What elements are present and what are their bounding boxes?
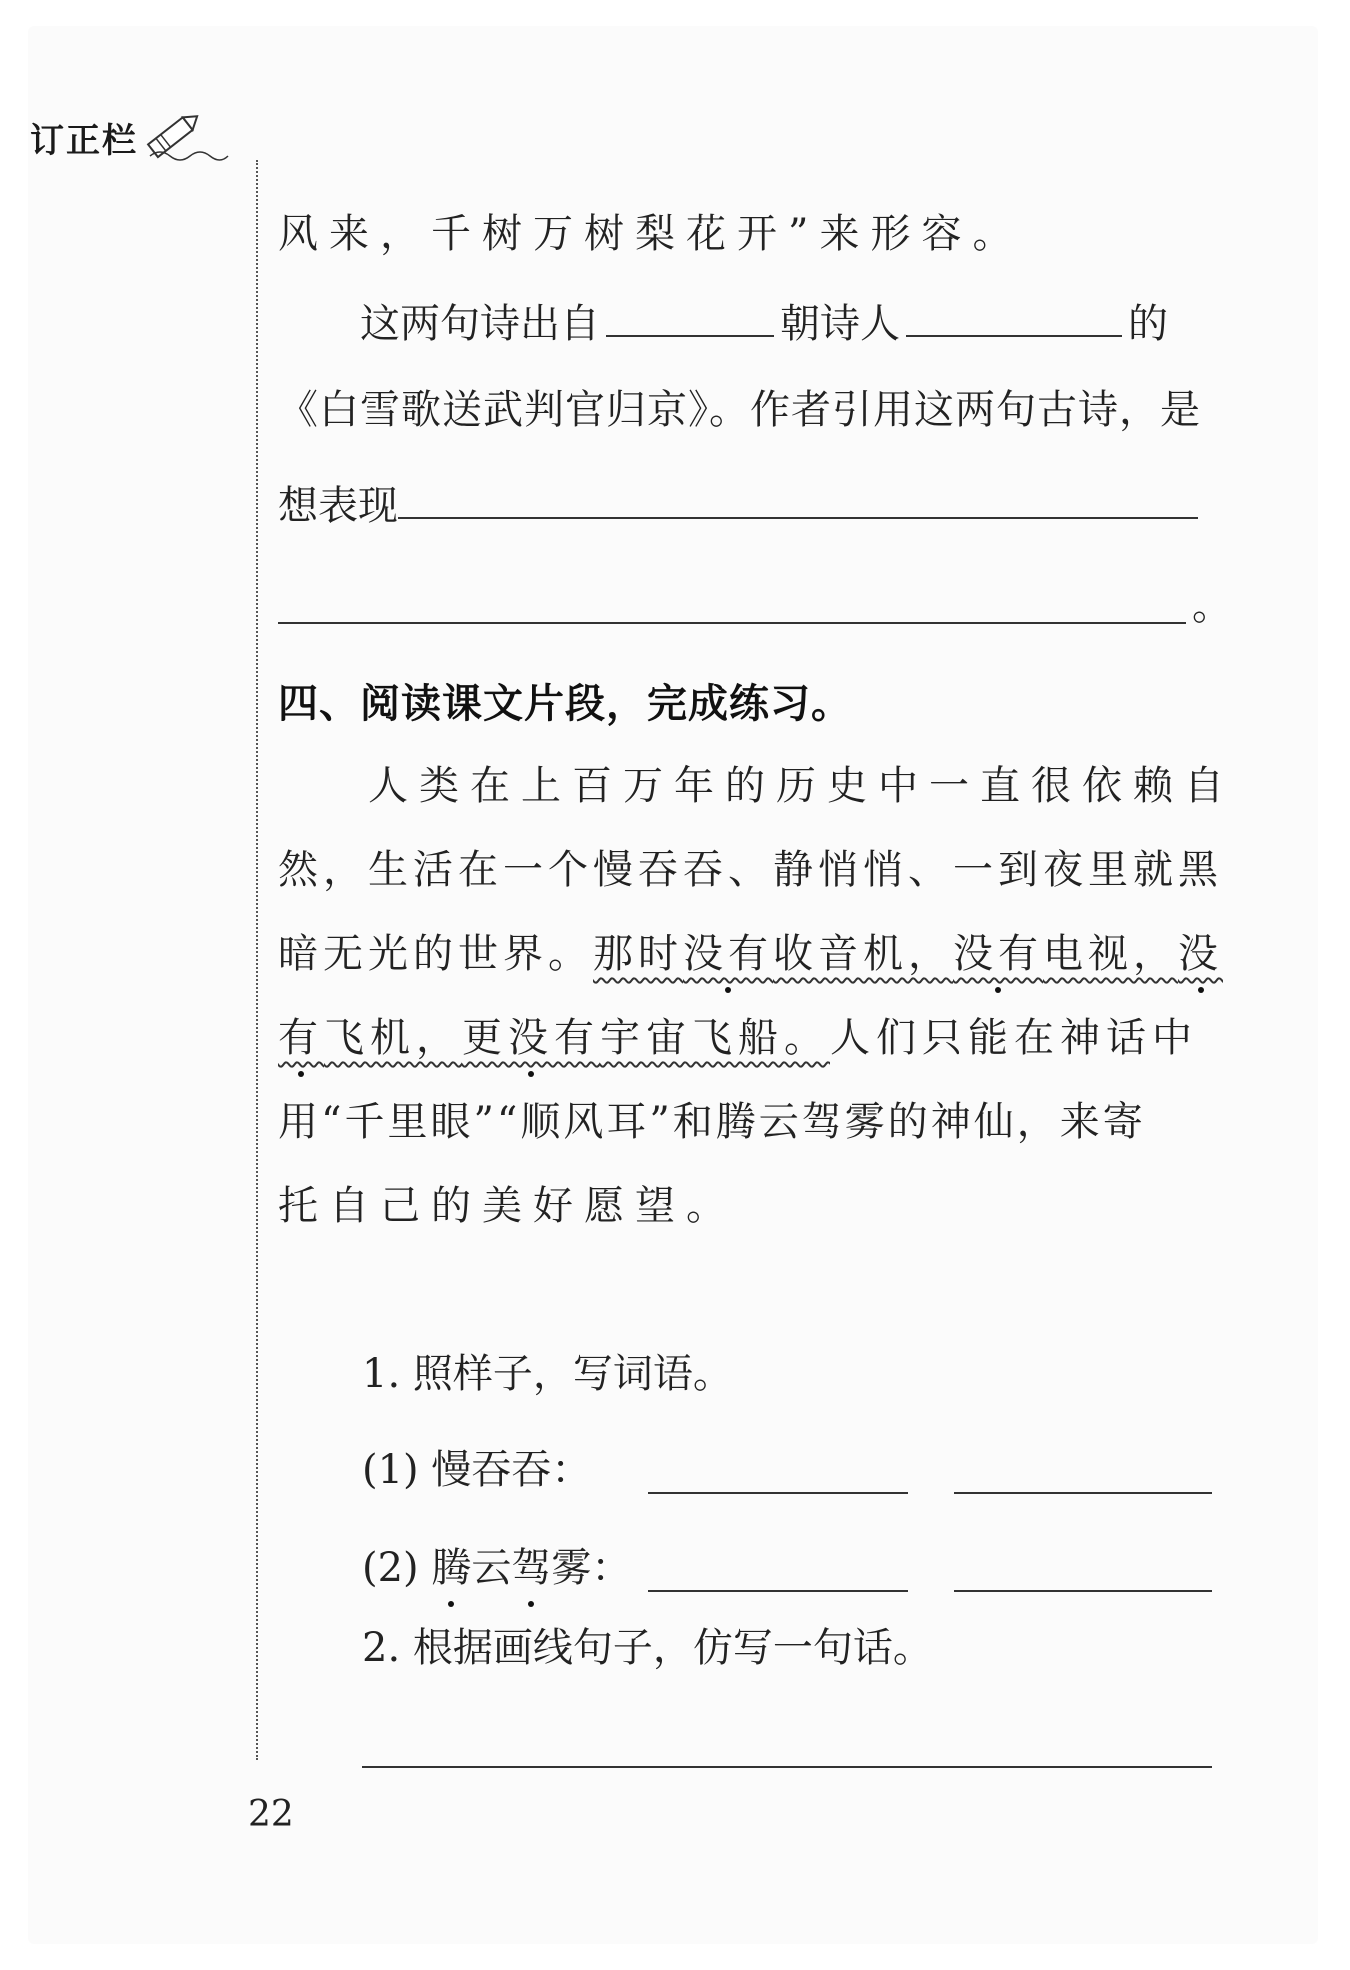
dotted-word: 有 [278, 1015, 324, 1061]
passage-line [278, 1014, 1198, 1062]
word-answer-blank[interactable] [954, 1492, 1212, 1494]
fill-blank-line [360, 300, 1168, 348]
dotted-word: 腾 [431, 1545, 472, 1591]
passage-line [278, 930, 1223, 978]
word-answer-blank[interactable] [648, 1590, 908, 1592]
passage-line: 然，生活在一个慢吞吞、静悄悄、一到夜里就黑 [278, 847, 1223, 893]
period-mark: 。 [1192, 583, 1232, 629]
underlined-sentence [593, 931, 1223, 977]
pencil-icon [140, 110, 230, 162]
text-segment: 云 [471, 1545, 512, 1591]
section-heading: 四、阅读课文片段，完成练习。 [278, 681, 852, 727]
dynasty-answer-blank[interactable] [606, 301, 774, 337]
text-line: 风来，千树万树梨花开”来形容。 [278, 211, 1024, 257]
text-segment: 那时 [593, 931, 683, 977]
exercise-item [362, 1544, 631, 1592]
exercise-question: 1. 照样子，写词语。 [362, 1351, 733, 1397]
sentence-answer-blank[interactable] [362, 1766, 1212, 1768]
text-segment: 朝诗人 [780, 301, 900, 347]
passage-line: 托自己的美好愿望。 [278, 1183, 737, 1229]
meaning-answer-blank-continued[interactable] [278, 622, 1186, 624]
margin-dotted-line [256, 160, 258, 1760]
meaning-answer-blank[interactable] [398, 483, 1198, 519]
fill-blank-line [278, 482, 1204, 530]
text-segment: 暗无光的世界。 [278, 931, 593, 977]
page-number: 22 [248, 1794, 294, 1835]
correction-column-label: 订正栏 [30, 121, 138, 161]
passage-line: 人类在上百万年的历史中一直很依赖自 [368, 763, 1235, 809]
passage-line: 用“千里眼”“顺风耳”和腾云驾雾的神仙，来寄 [278, 1099, 1146, 1145]
underlined-sentence [278, 1015, 830, 1061]
text-line: 《白雪歌送武判官归京》。作者引用这两句古诗，是 [278, 387, 1201, 433]
text-segment: 电视， [1043, 931, 1178, 977]
text-segment: (2) [362, 1545, 432, 1591]
dotted-word: 没有 [683, 931, 773, 977]
dotted-word: 驾 [511, 1545, 552, 1591]
exercise-question: 2. 根据画线句子，仿写一句话。 [362, 1625, 933, 1671]
text-segment: 雾： [551, 1545, 632, 1591]
word-answer-blank[interactable] [648, 1492, 908, 1494]
dotted-word: 没有 [953, 931, 1043, 977]
text-segment: 飞机， [324, 1015, 462, 1061]
text-segment: 的 [1128, 301, 1168, 347]
text-segment: 人们只能在神话中 [830, 1015, 1198, 1061]
dotted-word: 没 [1178, 931, 1223, 977]
word-answer-blank[interactable] [954, 1590, 1212, 1592]
text-segment: 宇宙飞船。 [600, 1015, 830, 1061]
text-segment: 这两句诗出自 [360, 301, 600, 347]
correction-column-header [30, 110, 230, 162]
exercise-item: (1) 慢吞吞： [362, 1447, 592, 1493]
poet-answer-blank[interactable] [906, 301, 1122, 337]
text-segment: 收音机， [773, 931, 953, 977]
dotted-word: 更没有 [462, 1015, 600, 1061]
text-segment: 想表现 [278, 483, 398, 529]
